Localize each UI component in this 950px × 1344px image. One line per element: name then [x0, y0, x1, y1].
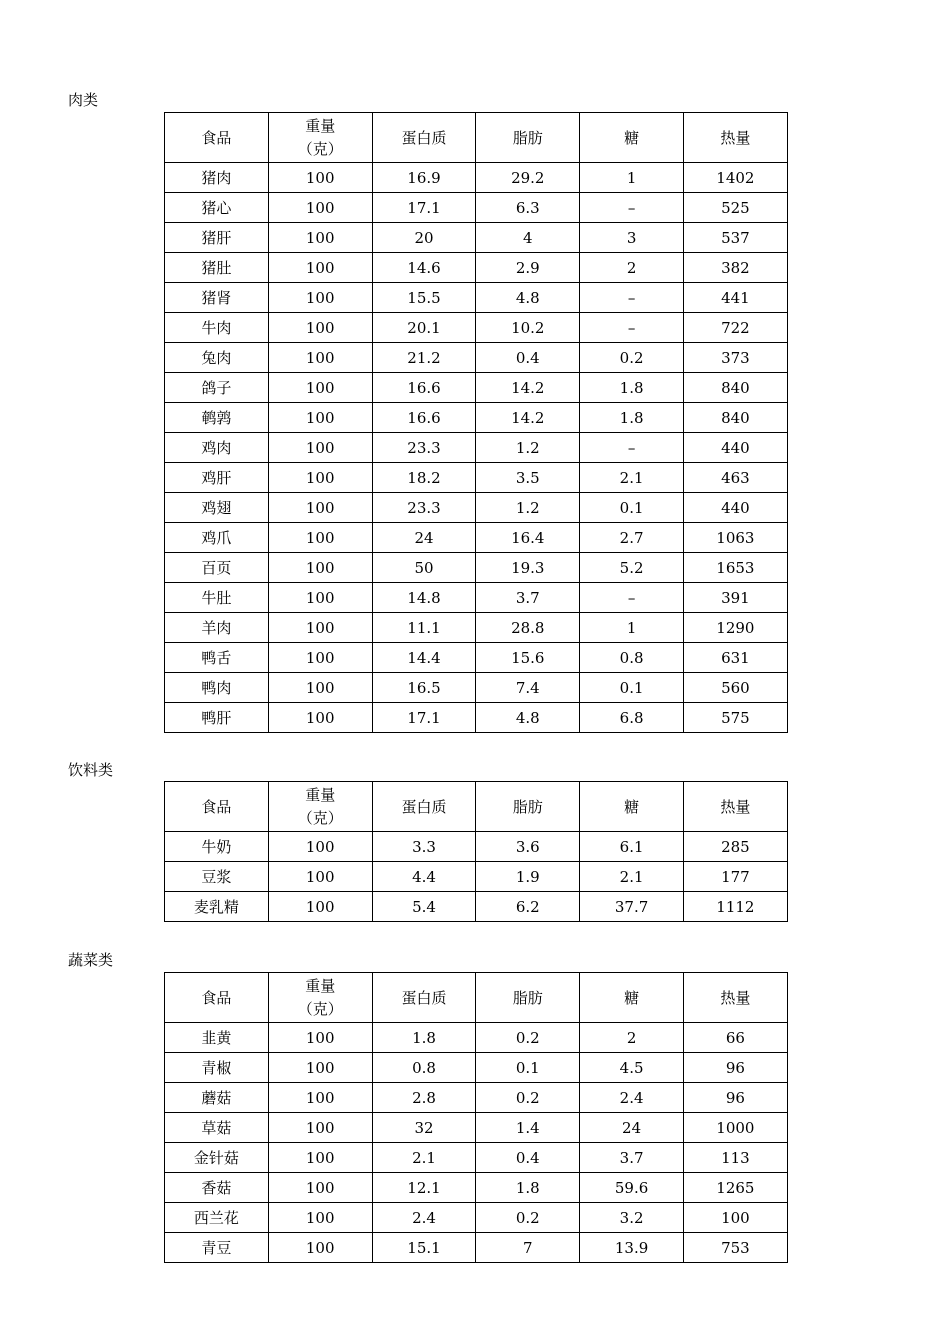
- cell-calories: 382: [683, 253, 787, 283]
- cell-calories: 463: [683, 463, 787, 493]
- cell-protein: 4.4: [372, 862, 476, 892]
- cell-protein: 1.8: [372, 1023, 476, 1053]
- cell-sugar: 1: [580, 613, 684, 643]
- cell-weight: 100: [268, 343, 372, 373]
- cell-protein: 14.4: [372, 643, 476, 673]
- section-title-vegetables: 蔬菜类: [68, 951, 114, 969]
- cell-protein: 16.5: [372, 673, 476, 703]
- header-weight-unit: （克）: [297, 808, 343, 827]
- cell-protein: 16.6: [372, 403, 476, 433]
- cell-sugar: –: [580, 583, 684, 613]
- cell-fat: 4.8: [476, 283, 580, 313]
- cell-food: 韭黄: [165, 1023, 269, 1053]
- header-food: 食品: [165, 113, 269, 163]
- cell-weight: 100: [268, 1143, 372, 1173]
- cell-sugar: 0.1: [580, 493, 684, 523]
- cell-food: 豆浆: [165, 862, 269, 892]
- section-title-drinks: 饮料类: [68, 761, 114, 779]
- table-row: [165, 193, 788, 223]
- cell-sugar: 2.7: [580, 523, 684, 553]
- table-row: [165, 613, 788, 643]
- cell-fat: 28.8: [476, 613, 580, 643]
- cell-protein: 17.1: [372, 193, 476, 223]
- cell-weight: 100: [268, 493, 372, 523]
- cell-food: 猪肉: [165, 163, 269, 193]
- cell-weight: 100: [268, 862, 372, 892]
- cell-protein: 2.1: [372, 1143, 476, 1173]
- cell-fat: 7.4: [476, 673, 580, 703]
- cell-fat: 1.4: [476, 1113, 580, 1143]
- cell-food: 兔肉: [165, 343, 269, 373]
- table-row: [165, 1143, 788, 1173]
- table-row: [165, 553, 788, 583]
- cell-weight: 100: [268, 433, 372, 463]
- table-row: [165, 283, 788, 313]
- cell-sugar: 2: [580, 253, 684, 283]
- table-row: [165, 1053, 788, 1083]
- cell-protein: 23.3: [372, 433, 476, 463]
- cell-calories: 575: [683, 703, 787, 733]
- cell-food: 鸭舌: [165, 643, 269, 673]
- header-weight-unit: （克）: [297, 999, 343, 1018]
- header-protein: 蛋白质: [372, 113, 476, 163]
- cell-protein: 50: [372, 553, 476, 583]
- cell-calories: 113: [683, 1143, 787, 1173]
- cell-weight: 100: [268, 193, 372, 223]
- cell-food: 百页: [165, 553, 269, 583]
- cell-food: 鸽子: [165, 373, 269, 403]
- table-row: [165, 463, 788, 493]
- cell-weight: 100: [268, 1023, 372, 1053]
- header-protein: 蛋白质: [372, 782, 476, 832]
- cell-fat: 1.9: [476, 862, 580, 892]
- cell-calories: 100: [683, 1203, 787, 1233]
- cell-food: 蘑菇: [165, 1083, 269, 1113]
- table-row: [165, 583, 788, 613]
- cell-calories: 177: [683, 862, 787, 892]
- cell-protein: 5.4: [372, 892, 476, 922]
- table-header-row: [165, 113, 788, 163]
- cell-fat: 1.2: [476, 433, 580, 463]
- cell-weight: 100: [268, 1113, 372, 1143]
- cell-fat: 0.4: [476, 343, 580, 373]
- cell-protein: 17.1: [372, 703, 476, 733]
- cell-fat: 29.2: [476, 163, 580, 193]
- cell-food: 鸡翅: [165, 493, 269, 523]
- cell-food: 金针菇: [165, 1143, 269, 1173]
- header-fat: 脂肪: [476, 782, 580, 832]
- header-weight-label: 重量: [305, 976, 336, 995]
- cell-weight: 100: [268, 1173, 372, 1203]
- cell-weight: 100: [268, 553, 372, 583]
- header-weight-label: 重量: [305, 785, 336, 804]
- cell-food: 香菇: [165, 1173, 269, 1203]
- cell-weight: 100: [268, 223, 372, 253]
- cell-calories: 1063: [683, 523, 787, 553]
- cell-calories: 1112: [683, 892, 787, 922]
- cell-food: 鹌鹑: [165, 403, 269, 433]
- cell-sugar: 3.7: [580, 1143, 684, 1173]
- cell-fat: 1.8: [476, 1173, 580, 1203]
- cell-protein: 32: [372, 1113, 476, 1143]
- cell-weight: 100: [268, 703, 372, 733]
- header-weight: [268, 782, 372, 832]
- cell-sugar: 5.2: [580, 553, 684, 583]
- cell-calories: 1290: [683, 613, 787, 643]
- cell-calories: 1653: [683, 553, 787, 583]
- header-food: 食品: [165, 782, 269, 832]
- table-row: [165, 253, 788, 283]
- cell-food: 鸭肉: [165, 673, 269, 703]
- cell-protein: 2.4: [372, 1203, 476, 1233]
- cell-weight: 100: [268, 892, 372, 922]
- table-row: [165, 643, 788, 673]
- header-calories: 热量: [683, 782, 787, 832]
- cell-food: 牛肚: [165, 583, 269, 613]
- cell-fat: 4: [476, 223, 580, 253]
- cell-sugar: 13.9: [580, 1233, 684, 1263]
- table-row: [165, 523, 788, 553]
- cell-weight: 100: [268, 1083, 372, 1113]
- cell-fat: 15.6: [476, 643, 580, 673]
- cell-sugar: 24: [580, 1113, 684, 1143]
- cell-calories: 631: [683, 643, 787, 673]
- cell-sugar: –: [580, 313, 684, 343]
- table-row: [165, 832, 788, 862]
- table-row: [165, 493, 788, 523]
- cell-fat: 10.2: [476, 313, 580, 343]
- cell-sugar: 37.7: [580, 892, 684, 922]
- table-row: [165, 403, 788, 433]
- cell-sugar: 3.2: [580, 1203, 684, 1233]
- cell-sugar: 0.8: [580, 643, 684, 673]
- table-row: [165, 862, 788, 892]
- cell-calories: 1000: [683, 1113, 787, 1143]
- cell-weight: 100: [268, 643, 372, 673]
- header-weight: [268, 113, 372, 163]
- cell-protein: 14.6: [372, 253, 476, 283]
- cell-sugar: 3: [580, 223, 684, 253]
- cell-protein: 0.8: [372, 1053, 476, 1083]
- cell-calories: 537: [683, 223, 787, 253]
- table-row: [165, 1173, 788, 1203]
- cell-food: 西兰花: [165, 1203, 269, 1233]
- table-row: [165, 1113, 788, 1143]
- vegetables-table: [164, 972, 788, 1263]
- cell-food: 猪肚: [165, 253, 269, 283]
- cell-calories: 722: [683, 313, 787, 343]
- cell-sugar: 2.1: [580, 463, 684, 493]
- cell-fat: 0.2: [476, 1023, 580, 1053]
- cell-food: 牛肉: [165, 313, 269, 343]
- cell-fat: 0.2: [476, 1083, 580, 1113]
- table-row: [165, 703, 788, 733]
- table-row: [165, 433, 788, 463]
- cell-protein: 2.8: [372, 1083, 476, 1113]
- cell-calories: 285: [683, 832, 787, 862]
- cell-fat: 3.6: [476, 832, 580, 862]
- cell-fat: 6.3: [476, 193, 580, 223]
- cell-calories: 560: [683, 673, 787, 703]
- cell-food: 鸭肝: [165, 703, 269, 733]
- cell-calories: 1402: [683, 163, 787, 193]
- cell-fat: 3.7: [476, 583, 580, 613]
- cell-calories: 525: [683, 193, 787, 223]
- cell-protein: 16.9: [372, 163, 476, 193]
- cell-fat: 14.2: [476, 373, 580, 403]
- cell-food: 羊肉: [165, 613, 269, 643]
- cell-sugar: 0.1: [580, 673, 684, 703]
- cell-food: 牛奶: [165, 832, 269, 862]
- header-weight: [268, 973, 372, 1023]
- cell-food: 青豆: [165, 1233, 269, 1263]
- header-weight-unit: （克）: [297, 139, 343, 158]
- drinks-table: [164, 781, 788, 922]
- cell-sugar: 2: [580, 1023, 684, 1053]
- table-row: [165, 1203, 788, 1233]
- cell-calories: 1265: [683, 1173, 787, 1203]
- cell-calories: 753: [683, 1233, 787, 1263]
- cell-calories: 440: [683, 433, 787, 463]
- cell-sugar: 1.8: [580, 373, 684, 403]
- cell-fat: 0.4: [476, 1143, 580, 1173]
- header-sugar: 糖: [580, 782, 684, 832]
- table-row: [165, 163, 788, 193]
- cell-sugar: 2.4: [580, 1083, 684, 1113]
- cell-fat: 0.1: [476, 1053, 580, 1083]
- cell-sugar: 1.8: [580, 403, 684, 433]
- cell-weight: 100: [268, 283, 372, 313]
- cell-fat: 19.3: [476, 553, 580, 583]
- cell-food: 鸡肝: [165, 463, 269, 493]
- cell-sugar: 0.2: [580, 343, 684, 373]
- table-header-row: [165, 973, 788, 1023]
- cell-protein: 20: [372, 223, 476, 253]
- table-row: [165, 1023, 788, 1053]
- cell-weight: 100: [268, 463, 372, 493]
- cell-fat: 2.9: [476, 253, 580, 283]
- cell-calories: 440: [683, 493, 787, 523]
- cell-food: 草菇: [165, 1113, 269, 1143]
- cell-protein: 14.8: [372, 583, 476, 613]
- cell-calories: 66: [683, 1023, 787, 1053]
- meat-table: [164, 112, 788, 733]
- cell-fat: 14.2: [476, 403, 580, 433]
- cell-protein: 21.2: [372, 343, 476, 373]
- cell-calories: 391: [683, 583, 787, 613]
- cell-weight: 100: [268, 163, 372, 193]
- header-calories: 热量: [683, 113, 787, 163]
- header-protein: 蛋白质: [372, 973, 476, 1023]
- cell-fat: 4.8: [476, 703, 580, 733]
- cell-sugar: 2.1: [580, 862, 684, 892]
- cell-sugar: 6.8: [580, 703, 684, 733]
- cell-food: 猪心: [165, 193, 269, 223]
- header-sugar: 糖: [580, 113, 684, 163]
- cell-fat: 0.2: [476, 1203, 580, 1233]
- cell-weight: 100: [268, 1203, 372, 1233]
- header-sugar: 糖: [580, 973, 684, 1023]
- cell-weight: 100: [268, 373, 372, 403]
- cell-calories: 441: [683, 283, 787, 313]
- header-fat: 脂肪: [476, 113, 580, 163]
- cell-calories: 840: [683, 373, 787, 403]
- cell-sugar: 1: [580, 163, 684, 193]
- cell-fat: 3.5: [476, 463, 580, 493]
- cell-sugar: 6.1: [580, 832, 684, 862]
- cell-protein: 3.3: [372, 832, 476, 862]
- cell-protein: 16.6: [372, 373, 476, 403]
- table-row: [165, 1083, 788, 1113]
- cell-sugar: 4.5: [580, 1053, 684, 1083]
- cell-weight: 100: [268, 403, 372, 433]
- cell-weight: 100: [268, 523, 372, 553]
- cell-food: 青椒: [165, 1053, 269, 1083]
- cell-sugar: 59.6: [580, 1173, 684, 1203]
- cell-food: 猪肝: [165, 223, 269, 253]
- cell-weight: 100: [268, 832, 372, 862]
- cell-sugar: –: [580, 283, 684, 313]
- cell-fat: 6.2: [476, 892, 580, 922]
- header-weight-label: 重量: [305, 116, 336, 135]
- cell-calories: 373: [683, 343, 787, 373]
- cell-protein: 24: [372, 523, 476, 553]
- cell-weight: 100: [268, 1233, 372, 1263]
- cell-fat: 7: [476, 1233, 580, 1263]
- table-row: [165, 892, 788, 922]
- cell-food: 麦乳精: [165, 892, 269, 922]
- cell-weight: 100: [268, 253, 372, 283]
- cell-food: 鸡爪: [165, 523, 269, 553]
- cell-weight: 100: [268, 613, 372, 643]
- cell-protein: 18.2: [372, 463, 476, 493]
- table-row: [165, 313, 788, 343]
- cell-sugar: –: [580, 193, 684, 223]
- cell-fat: 1.2: [476, 493, 580, 523]
- cell-weight: 100: [268, 673, 372, 703]
- cell-protein: 15.1: [372, 1233, 476, 1263]
- table-row: [165, 373, 788, 403]
- table-row: [165, 1233, 788, 1263]
- cell-protein: 20.1: [372, 313, 476, 343]
- cell-weight: 100: [268, 583, 372, 613]
- cell-calories: 96: [683, 1053, 787, 1083]
- table-header-row: [165, 782, 788, 832]
- cell-protein: 15.5: [372, 283, 476, 313]
- cell-food: 鸡肉: [165, 433, 269, 463]
- header-calories: 热量: [683, 973, 787, 1023]
- cell-calories: 96: [683, 1083, 787, 1113]
- cell-weight: 100: [268, 1053, 372, 1083]
- cell-protein: 12.1: [372, 1173, 476, 1203]
- cell-weight: 100: [268, 313, 372, 343]
- table-row: [165, 343, 788, 373]
- header-fat: 脂肪: [476, 973, 580, 1023]
- cell-food: 猪肾: [165, 283, 269, 313]
- cell-protein: 23.3: [372, 493, 476, 523]
- table-row: [165, 223, 788, 253]
- section-title-meat: 肉类: [68, 91, 99, 109]
- cell-sugar: –: [580, 433, 684, 463]
- cell-calories: 840: [683, 403, 787, 433]
- cell-fat: 16.4: [476, 523, 580, 553]
- header-food: 食品: [165, 973, 269, 1023]
- table-row: [165, 673, 788, 703]
- cell-protein: 11.1: [372, 613, 476, 643]
